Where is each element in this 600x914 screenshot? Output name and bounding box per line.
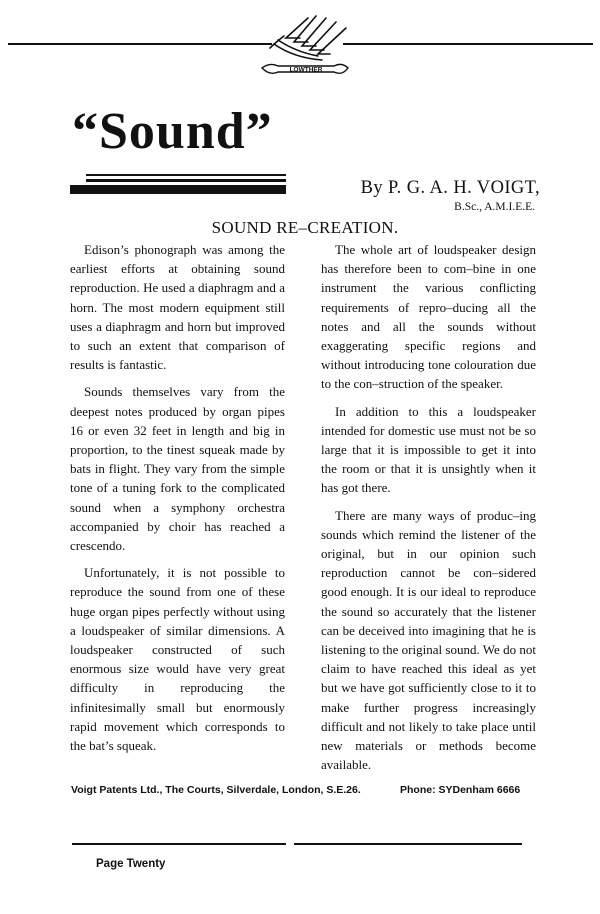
footer-phone: Phone: SYDenham 6666 (400, 784, 521, 796)
left-column (70, 240, 285, 763)
title-rule-thin (86, 174, 286, 176)
page-number: Page Twenty (96, 858, 166, 870)
paragraph: There are many ways of produc–ing sounds which remind the listener of the original, but in our opinion such reproduction cannot be con–sidered good enough. It is our ideal to reproduce the sound so accurately that the listener can be deceived into imagining that he is listening to the original sound. We do not claim to have reached this ideal as yet but we have got sufficiently close to it to make further progress increasingly difficult and not likely to take place until new materials or methods become available. (321, 507, 536, 773)
title-rule-thick (70, 185, 286, 194)
footer-rule-left (72, 843, 286, 845)
section-heading: SOUND RE–CREATION. (211, 218, 399, 237)
paragraph: Unfortunately, it is not possible to reproduce the sound from one of these huge organ pipes perfectly without using a loudspeaker of similar dimensions. A loudspeaker constructed of such enormous size would have very great difficulty in reproducing the infinitesimally small but enormously rapid movement which corresponds to the bat’s squeak. (70, 565, 285, 754)
paragraph: The whole art of loudspeaker design has therefore been to com–bine in one instrument the various conflicting requirements of repro–ducing all the notes and all the sounds without exaggerating specific regions and without introducing tone colouration due to the con–struction of the speaker. (321, 242, 536, 392)
header-rule-left (8, 43, 272, 45)
footer-rule-right (294, 843, 522, 845)
author-credentials: B.Sc., A.M.I.E.E. (454, 201, 535, 213)
paragraph: Sounds themselves vary from the deepest notes produced by organ pipes 16 or even 32 feet in length and big in proportion, to the tinest squeak made by bats in flight. They vary from the simple tone of a tuning fork to the complicated sound when a symphony orchestra accompanied by choir has reached a crescendo. (70, 384, 285, 554)
author-byline: By P. G. A. H. VOIGT, (360, 178, 540, 198)
winged-logo-icon (256, 12, 352, 80)
paragraph: Edison’s phonograph was among the earliest efforts at obtaining sound reproduction. He used a diaphragm and a horn. The most modern equipment still uses a diaphragm and horn but improved to such an extent that comparison of results is fantastic. (70, 242, 285, 373)
header-rule-right (343, 43, 593, 45)
article-title: “Sound” (72, 103, 273, 160)
title-rule-medium (86, 179, 286, 182)
paragraph: In addition to this a loudspeaker intended for domestic use must not be so large that it is impossible to get it into the room or that it is unsightly when it has got there. (321, 403, 536, 496)
footer-address: Voigt Patents Ltd., The Courts, Silverdale, London, S.E.26. (71, 784, 361, 796)
logo-text: LOWTHER (289, 66, 323, 74)
right-column (321, 240, 536, 782)
